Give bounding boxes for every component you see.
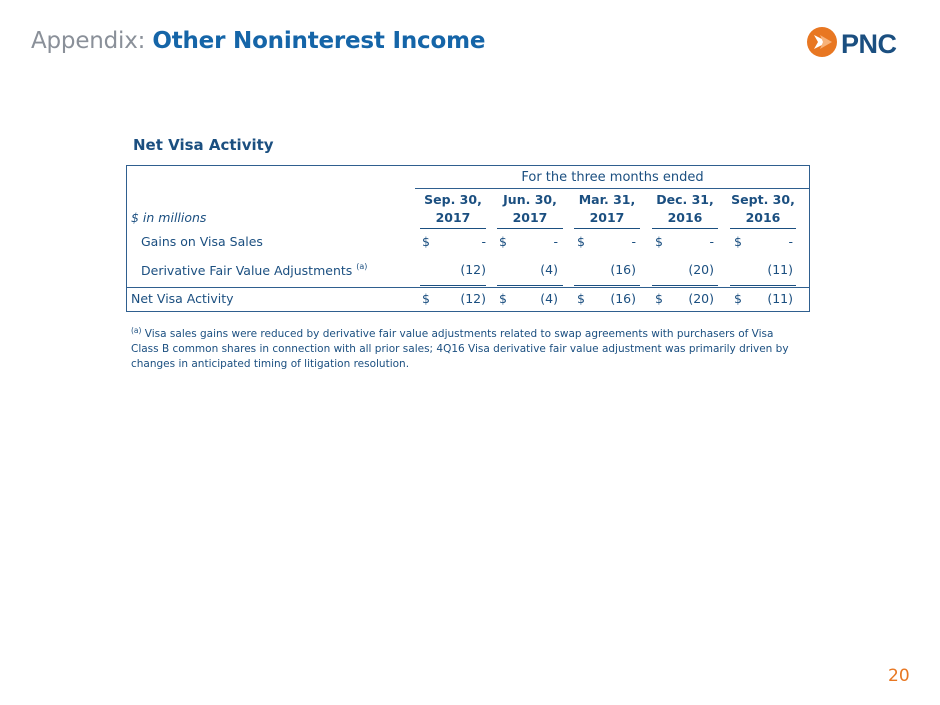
subtotal-rule xyxy=(420,285,486,286)
cell-value: - xyxy=(631,234,636,249)
column-header xyxy=(418,191,488,227)
column-header-line1: Dec. 31, xyxy=(656,192,714,207)
column-header-line2: 2017 xyxy=(589,210,625,225)
cell-value: - xyxy=(788,234,793,249)
column-header-rule xyxy=(652,228,718,229)
row-label-net-visa-activity: Net Visa Activity xyxy=(131,291,234,306)
dollar-sign: $ xyxy=(655,234,663,249)
table-cell xyxy=(577,291,636,309)
table-cell xyxy=(734,291,793,309)
column-header xyxy=(572,191,642,227)
unit-label: $ in millions xyxy=(131,210,207,225)
cell-value: (16) xyxy=(610,262,636,277)
subtotal-rule xyxy=(652,285,718,286)
page-number: 20 xyxy=(888,666,910,686)
table-cell xyxy=(499,291,558,309)
page-title xyxy=(31,28,485,54)
footnote-marker: (a) xyxy=(131,326,142,335)
dollar-sign: $ xyxy=(422,234,430,249)
total-row-divider xyxy=(126,287,810,288)
table-cell xyxy=(499,234,558,252)
pnc-arrow-icon xyxy=(806,26,838,62)
pnc-logo xyxy=(806,26,916,62)
cell-value: - xyxy=(709,234,714,249)
period-header: For the three months ended xyxy=(415,165,810,189)
table-cell xyxy=(655,262,714,280)
column-header-line2: 2016 xyxy=(667,210,703,225)
dollar-sign: $ xyxy=(499,234,507,249)
table-cell xyxy=(422,234,486,252)
column-header-line1: Mar. 31, xyxy=(578,192,636,207)
footnote-ref: (a) xyxy=(356,262,368,271)
cell-value: - xyxy=(553,234,558,249)
dollar-sign: $ xyxy=(734,234,742,249)
table-cell xyxy=(734,234,793,252)
table-cell xyxy=(422,291,486,309)
column-header-line2: 2017 xyxy=(512,210,548,225)
subtotal-rule xyxy=(730,285,796,286)
cell-value: (11) xyxy=(767,262,793,277)
column-header-line2: 2016 xyxy=(745,210,781,225)
table-cell xyxy=(655,291,714,309)
cell-value: (12) xyxy=(460,291,486,306)
row-label-gains-on-visa-sales: Gains on Visa Sales xyxy=(141,234,263,249)
column-header-rule xyxy=(574,228,640,229)
column-header-rule xyxy=(730,228,796,229)
column-header-line1: Sep. 30, xyxy=(424,192,482,207)
table-cell xyxy=(499,262,558,280)
footnote-text: Visa sales gains were reduced by derivative fair value adjustments related to swap agreements with purchasers of Visa Class B common shares in connection with all prior sales; 4Q16 Visa derivative fair value adjustment was primarily driven by changes in anticipated timing of litigation resolution. xyxy=(131,328,789,370)
dollar-sign: $ xyxy=(577,291,585,306)
cell-value: (4) xyxy=(540,291,558,306)
cell-value: (20) xyxy=(688,262,714,277)
table-cell xyxy=(422,262,486,280)
cell-value: (11) xyxy=(767,291,793,306)
column-header-line2: 2017 xyxy=(435,210,471,225)
dollar-sign: $ xyxy=(577,234,585,249)
column-header xyxy=(650,191,720,227)
title-prefix: Appendix: xyxy=(31,28,146,54)
dollar-sign: $ xyxy=(655,291,663,306)
dollar-sign: $ xyxy=(734,291,742,306)
table-cell xyxy=(577,262,636,280)
section-title: Net Visa Activity xyxy=(133,136,274,154)
logo-wordmark: PNC xyxy=(841,28,897,59)
row-label-derivative-fair-value-adjustments xyxy=(141,262,367,278)
column-header xyxy=(728,191,798,227)
table-cell xyxy=(655,234,714,252)
column-header-rule xyxy=(420,228,486,229)
title-main: Other Noninterest Income xyxy=(152,28,486,54)
column-header xyxy=(495,191,565,227)
cell-value: (20) xyxy=(688,291,714,306)
cell-value: (12) xyxy=(460,262,486,277)
subtotal-rule xyxy=(497,285,563,286)
table-cell xyxy=(734,262,793,280)
cell-value: (4) xyxy=(540,262,558,277)
cell-value: (16) xyxy=(610,291,636,306)
subtotal-rule xyxy=(574,285,640,286)
cell-value: - xyxy=(481,234,486,249)
dollar-sign: $ xyxy=(422,291,430,306)
dollar-sign: $ xyxy=(499,291,507,306)
column-header-rule xyxy=(497,228,563,229)
table-cell xyxy=(577,234,636,252)
column-header-line1: Jun. 30, xyxy=(503,192,557,207)
footnote xyxy=(131,323,801,372)
column-header-line1: Sept. 30, xyxy=(731,192,795,207)
row-label-text: Derivative Fair Value Adjustments xyxy=(141,263,353,278)
